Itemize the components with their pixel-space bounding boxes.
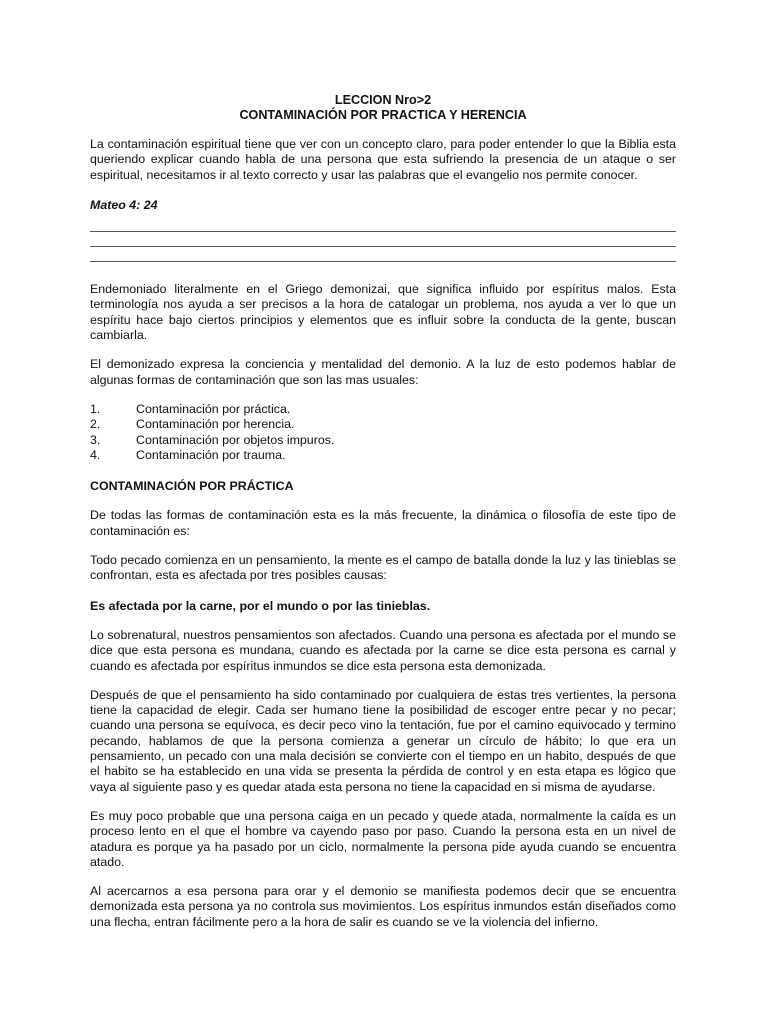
fill-in-line xyxy=(90,232,676,247)
list-item xyxy=(90,417,676,432)
list-item-text: Contaminación por práctica. xyxy=(136,401,291,416)
habit-paragraph: Después de que el pensamiento ha sido contaminado por cualquiera de estas tres vertientes, la persona tiene la capacidad de elegir. Cada ser humano tiene la posibilidad de escoger entre pecar y no pecar; cuando una persona se equívoca, es decir peco vino la tentación, fue por el camino equivocado y termino pecando, hablamos de que la persona comienza a generar un círculo de hábito; lo que era un pensamiento, un pecado con una mala decisión se convierte con el tiempo en un habito, después de que el habito se ha establecido en una vida se presenta la pérdida de control y en esta etapa es lógico que vaya al siguiente paso y es quedar atada esta persona no tiene la capacidad en si misma de ayudarse. xyxy=(90,687,676,794)
fall-process-paragraph: Es muy poco probable que una persona caiga en un pecado y quede atada, normalmente la caída es un proceso lento en el que el hombre va cayendo paso por paso. Cuando la persona esta en un nivel de atadura es porque ya ha pasado por un ciclo, normalmente la persona pide ayuda cuando se encuentra atado. xyxy=(90,808,676,869)
intro-paragraph: La contaminación espiritual tiene que ver con un concepto claro, para poder entender lo que la Biblia esta queriendo explicar cuando habla de una persona que esta sufriendo la presencia de un ataque o ser espiritual, necesitamos ir al texto correcto y usar las palabras que el evangelio nos permite conocer. xyxy=(90,137,676,182)
list-item-text: Contaminación por trauma. xyxy=(136,447,286,462)
definition-paragraph: Endemoniado literalmente en el Griego demonizai, que significa influido por espíritus malos. Esta terminología nos ayuda a ser precisos a la hora de catalogar un problema, nos ayuda a ver lo que un espíritu hace bajo ciertos principios y elementos que es influir sobre la conducta de la gente, buscan cambiarla. xyxy=(90,282,676,343)
prayer-paragraph: Al acercarnos a esa persona para orar y el demonio se manifiesta podemos decir que se encuentra demonizada esta persona ya no controla sus movimientos. Los espíritus inmundos están diseñados como una flecha, entran fácilmente pero a la hora de salir es cuando se ve la violencia del infierno. xyxy=(90,884,676,929)
list-item-number: 4. xyxy=(90,447,101,462)
bible-reference: Mateo 4: 24 xyxy=(90,197,158,212)
list-item-number: 2. xyxy=(90,417,101,432)
section-heading: CONTAMINACIÓN POR PRÁCTICA xyxy=(90,479,294,494)
contamination-list xyxy=(90,402,676,463)
fill-in-line xyxy=(90,217,676,232)
fill-in-line xyxy=(90,247,676,262)
practice-paragraph: De todas las formas de contaminación esta es la más frecuente, la dinámica o filosofía de este tipo de contaminación es: xyxy=(90,508,676,538)
lesson-title: CONTAMINACIÓN POR PRACTICA Y HERENCIA xyxy=(239,108,527,122)
lesson-number-title: LECCION Nro>2 xyxy=(334,93,432,107)
list-item xyxy=(90,402,676,417)
subheading: Es afectada por la carne, por el mundo o por las tinieblas. xyxy=(90,598,431,613)
thought-paragraph: Todo pecado comienza en un pensamiento, la mente es el campo de batalla donde la luz y las tinieblas se confrontan, esta es afectada por tres posibles causas: xyxy=(90,553,676,583)
list-item xyxy=(90,448,676,463)
list-item-number: 1. xyxy=(90,401,101,416)
list-item-text: Contaminación por objetos impuros. xyxy=(136,432,335,447)
supernatural-paragraph: Lo sobrenatural, nuestros pensamientos son afectados. Cuando una persona es afectada por el mundo se dice que esta persona es mundana, cuando es afectada por la carne se dice esta persona es carnal y cuando es afectada por espíritus inmundos se dice esta persona esta demonizada. xyxy=(90,627,676,673)
list-item xyxy=(90,433,676,448)
demonized-paragraph: El demonizado expresa la conciencia y mentalidad del demonio. A la luz de esto podemos hablar de algunas formas de contaminación que son las mas usuales: xyxy=(90,357,676,387)
document-body xyxy=(90,93,676,930)
list-item-number: 3. xyxy=(90,432,101,447)
list-item-text: Contaminación por herencia. xyxy=(136,417,295,432)
fill-in-lines xyxy=(90,217,676,262)
